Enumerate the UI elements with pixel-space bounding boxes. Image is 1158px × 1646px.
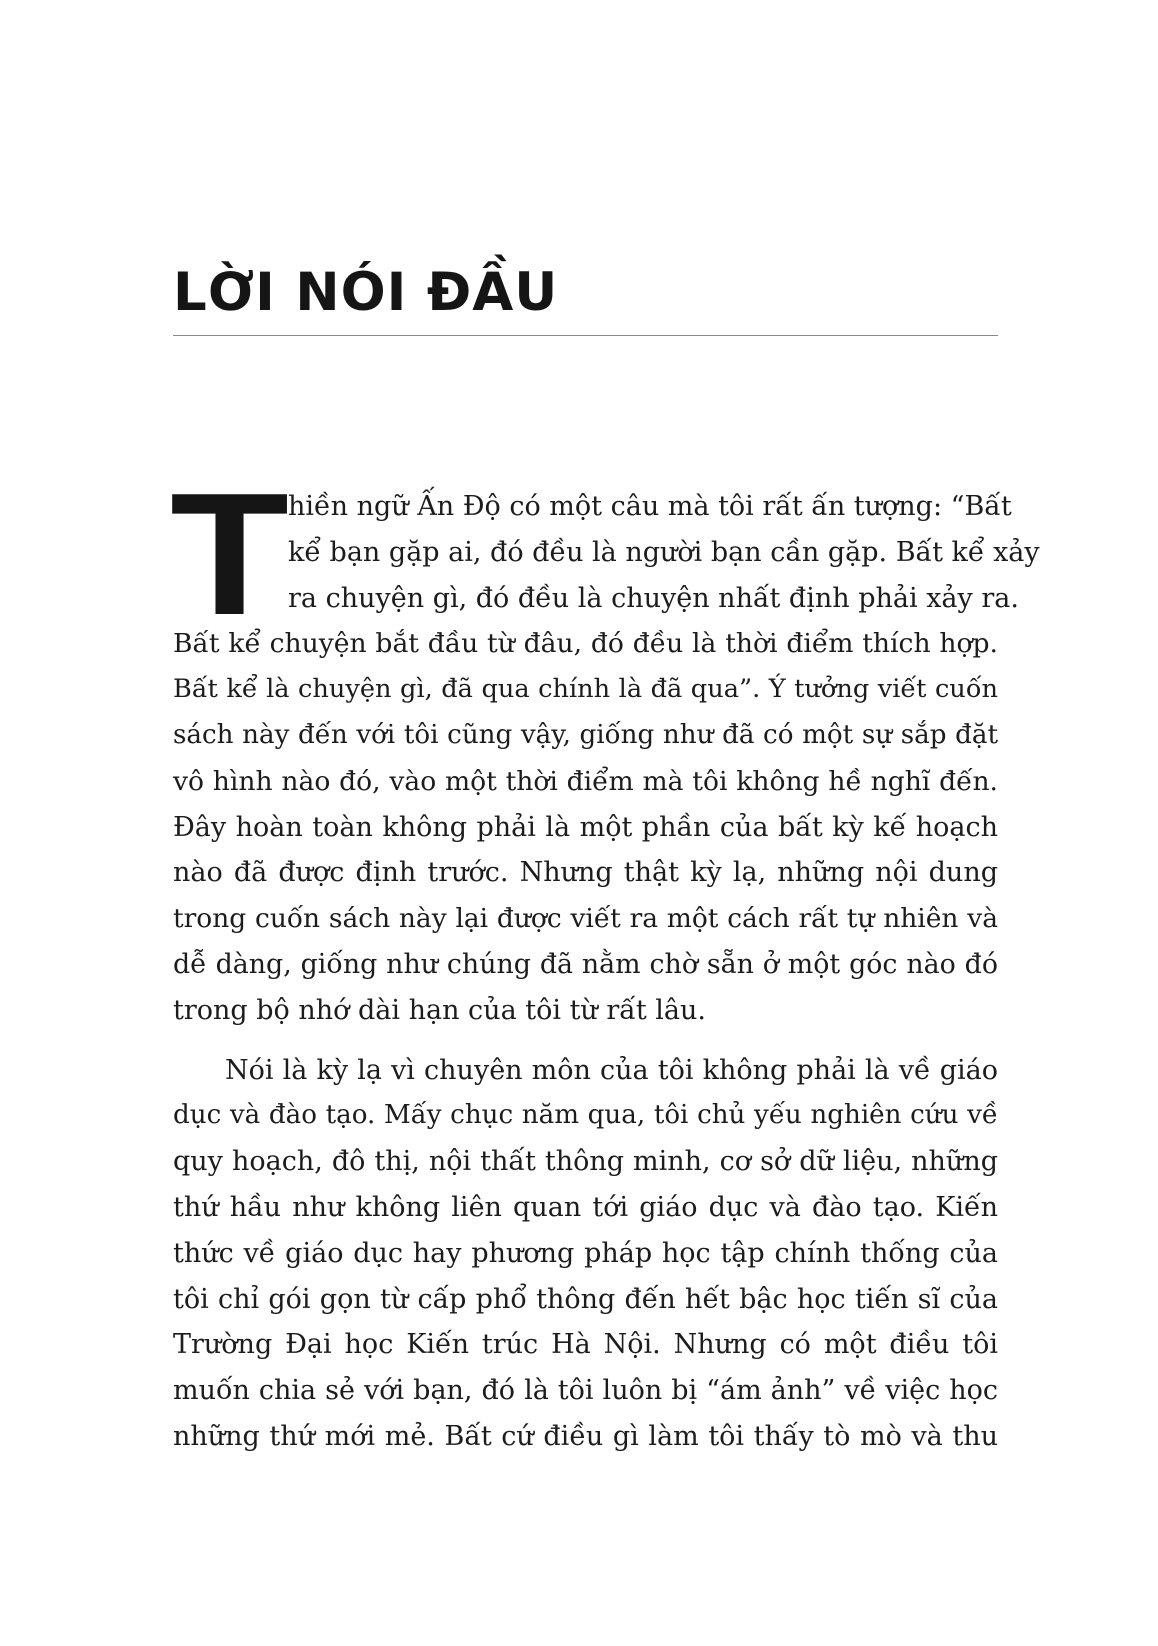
chapter-title: LỜI NÓI ĐẦU: [173, 262, 559, 323]
text-line: Nói là kỳ lạ vì chuyên môn của tôi không phải là về giáo: [225, 1054, 998, 1086]
text-line: kể bạn gặp ai, đó đều là người bạn cần gặp. Bất kể xảy: [288, 536, 1040, 568]
text-line: quy hoạch, đô thị, nội thất thông minh, cơ sở dữ liệu, những: [173, 1146, 998, 1178]
text-line: Bất kể chuyện bắt đầu từ đâu, đó đều là thời điểm thích hợp.: [173, 628, 998, 660]
text-line: dễ dàng, giống như chúng đã nằm chờ sẵn ở một góc nào đó: [173, 948, 998, 980]
drop-cap: T: [170, 456, 290, 651]
text-line: thức về giáo dục hay phương pháp học tập chính thống của: [173, 1237, 998, 1269]
book-page: [170, 0, 1040, 1646]
text-line: những thứ mới mẻ. Bất cứ điều gì làm tôi thấy tò mò và thu: [173, 1420, 998, 1452]
text-line: Trường Đại học Kiến trúc Hà Nội. Nhưng có một điều tôi: [173, 1329, 998, 1361]
text-line: nào đã được định trước. Nhưng thật kỳ lạ, những nội dung: [173, 857, 998, 889]
text-line: Bất kể là chuyện gì, đã qua chính là đã qua”. Ý tưởng viết cuốn: [173, 674, 998, 705]
text-line: hiền ngữ Ấn Độ có một câu mà tôi rất ấn tượng: “Bất: [288, 491, 1012, 522]
paragraph-2: [173, 1048, 998, 1460]
text-line: tôi chỉ gói gọn từ cấp phổ thông đến hết bậc học tiến sĩ của: [173, 1283, 998, 1315]
text-line: muốn chia sẻ với bạn, đó là tôi luôn bị “ám ảnh” về việc học: [173, 1375, 998, 1407]
paragraph-1: [170, 456, 1040, 1034]
body-text: [170, 456, 1040, 1460]
text-line: Đây hoàn toàn không phải là một phần của bất kỳ kế hoạch: [173, 811, 998, 843]
text-line: sách này đến với tôi cũng vậy, giống như đã có một sự sắp đặt: [173, 719, 998, 750]
text-line: dục và đào tạo. Mấy chục năm qua, tôi chủ yếu nghiên cứu về: [173, 1100, 998, 1131]
text-line: ra chuyện gì, đó đều là chuyện nhất định phải xảy ra.: [288, 582, 1019, 614]
text-line: trong cuốn sách này lại được viết ra một cách rất tự nhiên và: [173, 903, 998, 935]
text-line: trong bộ nhớ dài hạn của tôi từ rất lâu.: [173, 994, 706, 1026]
text-line: vô hình nào đó, vào một thời điểm mà tôi không hề nghĩ đến.: [173, 765, 998, 797]
text-line: thứ hầu như không liên quan tới giáo dục và đào tạo. Kiến: [173, 1191, 998, 1223]
title-divider: [173, 335, 998, 336]
